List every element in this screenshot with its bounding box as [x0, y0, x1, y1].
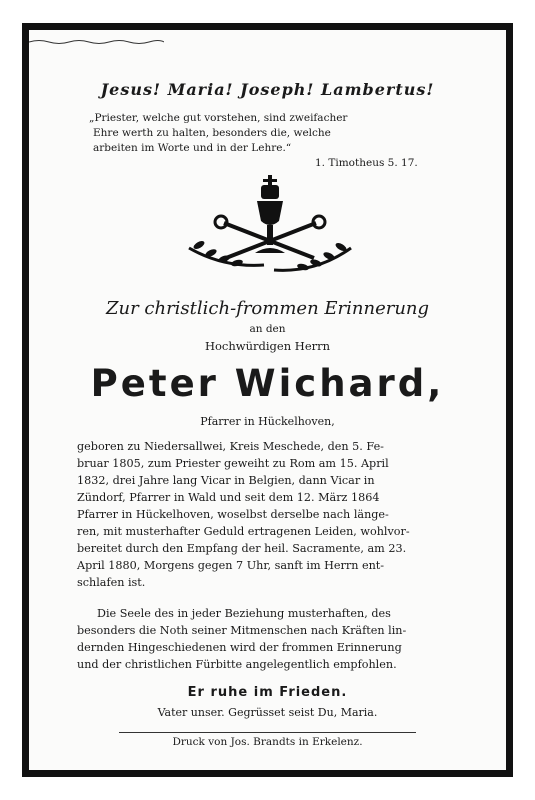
- footer-divider: [119, 732, 416, 733]
- bio-line: 1832, drei Jahre lang Vicar in Belgien, dann Vicar in: [77, 474, 375, 487]
- deceased-role: Pfarrer in Hückelhoven,: [200, 415, 335, 428]
- prayers-line: Vater unser. Gegrüsset seist Du, Maria.: [157, 706, 378, 719]
- memorial-title: Zur christlich-frommen Erinnerung: [105, 298, 430, 319]
- printer-imprint: Druck von Jos. Brandts in Erkelenz.: [172, 736, 363, 748]
- soul-line: besonders die Noth seiner Mitmenschen nach Kräften lin-: [77, 624, 407, 637]
- soul-line: dernden Hingeschiedenen wird der frommen Erinnerung: [77, 641, 402, 654]
- honorific-line: Hochwürdigen Herrn: [204, 339, 331, 353]
- memorial-card: [22, 23, 513, 777]
- deceased-name: Peter Wichard,: [90, 362, 445, 405]
- bio-line: schlafen ist.: [77, 576, 146, 589]
- soul-line: und der christlichen Fürbitte angelegentlich empfohlen.: [77, 658, 397, 671]
- bio-line: Pfarrer in Hückelhoven, woselbst derselbe nach länge-: [77, 508, 389, 521]
- preposition-line: an den: [249, 323, 286, 335]
- bio-line: ren, mit musterhafter Geduld ertragenen Leiden, wohlvor-: [77, 525, 410, 538]
- bio-line: bruar 1805, zum Priester geweiht zu Rom am 15. April: [77, 457, 389, 470]
- bio-line: April 1880, Morgens gegen 7 Uhr, sanft im Herrn ent-: [77, 559, 385, 572]
- invocation-heading: Jesus! Maria! Joseph! Lambertus!: [100, 80, 435, 99]
- chalice-crossed-keys-palm-icon: [179, 173, 361, 283]
- quote-line: „Priester, welche gut vorstehen, sind zweifacher: [89, 112, 348, 124]
- rest-in-peace-line: Er ruhe im Frieden.: [187, 685, 348, 700]
- quote-line: arbeiten im Worte und in der Lehre.“: [93, 142, 292, 154]
- quote-line: Ehre werth zu halten, besonders die, welche: [93, 127, 331, 139]
- quote-source: 1. Timotheus 5. 17.: [315, 157, 418, 169]
- soul-line: Die Seele des in jeder Beziehung musterhaften, des: [97, 607, 391, 620]
- flourish-ornament: [29, 39, 164, 45]
- bio-line: geboren zu Niedersallwei, Kreis Meschede, den 5. Fe-: [77, 440, 384, 453]
- bio-line: bereitet durch den Empfang der heil. Sacramente, am 23.: [77, 542, 407, 555]
- bio-line: Zündorf, Pfarrer in Wald und seit dem 12. März 1864: [77, 491, 380, 504]
